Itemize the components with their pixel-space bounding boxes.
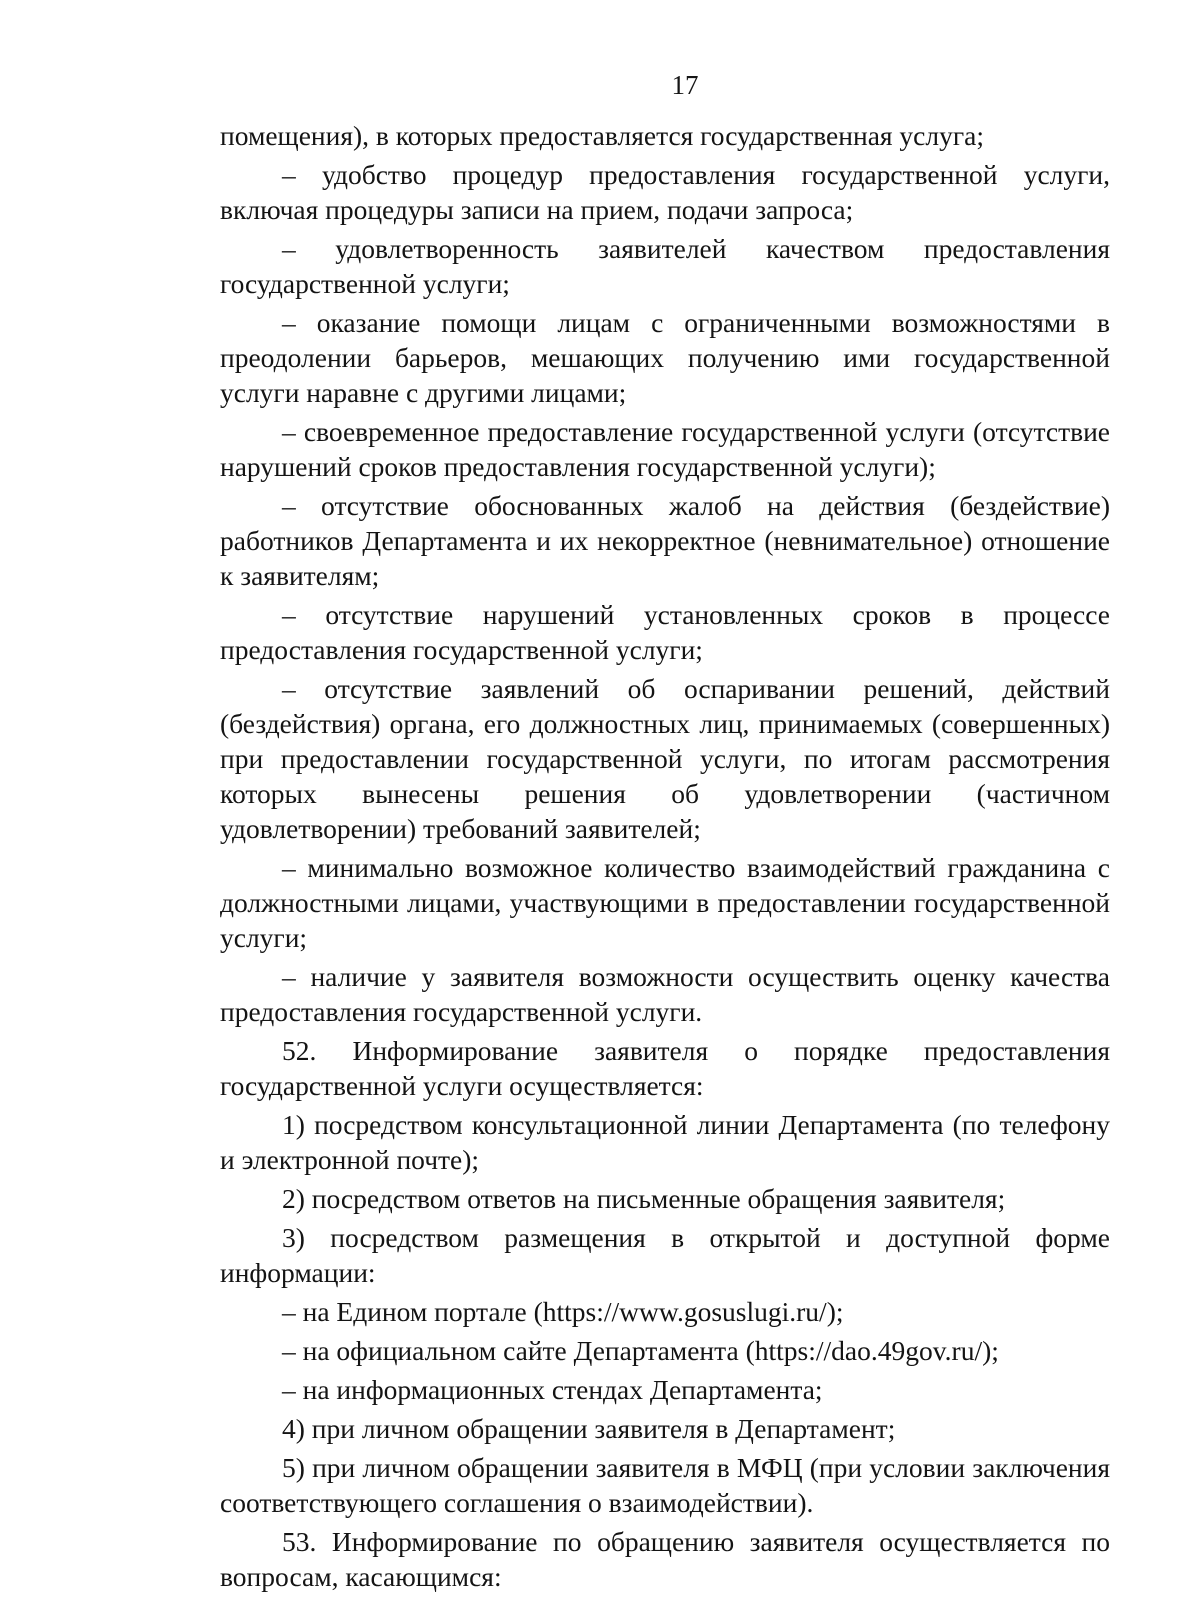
paragraph-quality-assessment: – наличие у заявителя возможности осуществить оценку качества предоставления государственной услуги. xyxy=(220,961,1110,1027)
document-body xyxy=(220,118,1110,1598)
paragraph-premises: помещения), в которых предоставляется государственная услуга; xyxy=(220,120,984,151)
paragraph-section-52: 52. Информирование заявителя о порядке предоставления государственной услуги осуществляется: xyxy=(220,1035,1110,1101)
page-number: 17 xyxy=(671,70,699,100)
paragraph-info-stands: – на информационных стендах Департамента; xyxy=(282,1374,823,1405)
paragraph-item-1: 1) посредством консультационной линии Департамента (по телефону и электронной почте); xyxy=(220,1109,1110,1175)
paragraph-item-2: 2) посредством ответов на письменные обращения заявителя; xyxy=(282,1183,1006,1214)
paragraph-item-4: 4) при личном обращении заявителя в Департамент; xyxy=(282,1413,896,1444)
paragraph-item-5: 5) при личном обращении заявителя в МФЦ (при условии заключения соответствующего соглашения о взаимодействии). xyxy=(220,1452,1110,1518)
paragraph-official-site: – на официальном сайте Департамента (https://dao.49gov.ru/); xyxy=(282,1335,999,1366)
paragraph-no-violations: – отсутствие нарушений установленных сроков в процессе предоставления государственной услуги; xyxy=(220,599,1110,665)
paragraph-section-53: 53. Информирование по обращению заявителя осуществляется по вопросам, касающимся: xyxy=(220,1526,1110,1592)
paragraph-assistance: – оказание помощи лицам с ограниченными возможностями в преодолении барьеров, мешающих получению ими государственной услуги наравне с другими лицами; xyxy=(220,307,1110,408)
paragraph-minimal-interactions: – минимально возможное количество взаимодействий гражданина с должностными лицами, участвующими в предоставлении государственной услуги; xyxy=(220,852,1110,953)
paragraph-no-appeals: – отсутствие заявлений об оспаривании решений, действий (бездействия) органа, его должностных лиц, принимаемых (совершенных) при предоставлении государственной услуги, по итогам рассмотрения которых вынесены решения об удовлетворении (частичном удовлетворении) требований заявителей; xyxy=(220,673,1110,844)
paragraph-satisfaction: – удовлетворенность заявителей качеством предоставления государственной услуги; xyxy=(220,233,1110,299)
paragraph-timeliness: – своевременное предоставление государственной услуги (отсутствие нарушений сроков предоставления государственной услуги); xyxy=(220,416,1110,482)
paragraph-item-3: 3) посредством размещения в открытой и доступной форме информации: xyxy=(220,1222,1110,1288)
paragraph-unified-portal: – на Едином портале (https://www.gosuslugi.ru/); xyxy=(282,1296,844,1327)
paragraph-convenience: – удобство процедур предоставления государственной услуги, включая процедуры записи на прием, подачи запроса; xyxy=(220,159,1110,225)
paragraph-no-complaints: – отсутствие обоснованных жалоб на действия (бездействие) работников Департамента и их некорректное (невнимательное) отношение к заявителям; xyxy=(220,490,1110,591)
